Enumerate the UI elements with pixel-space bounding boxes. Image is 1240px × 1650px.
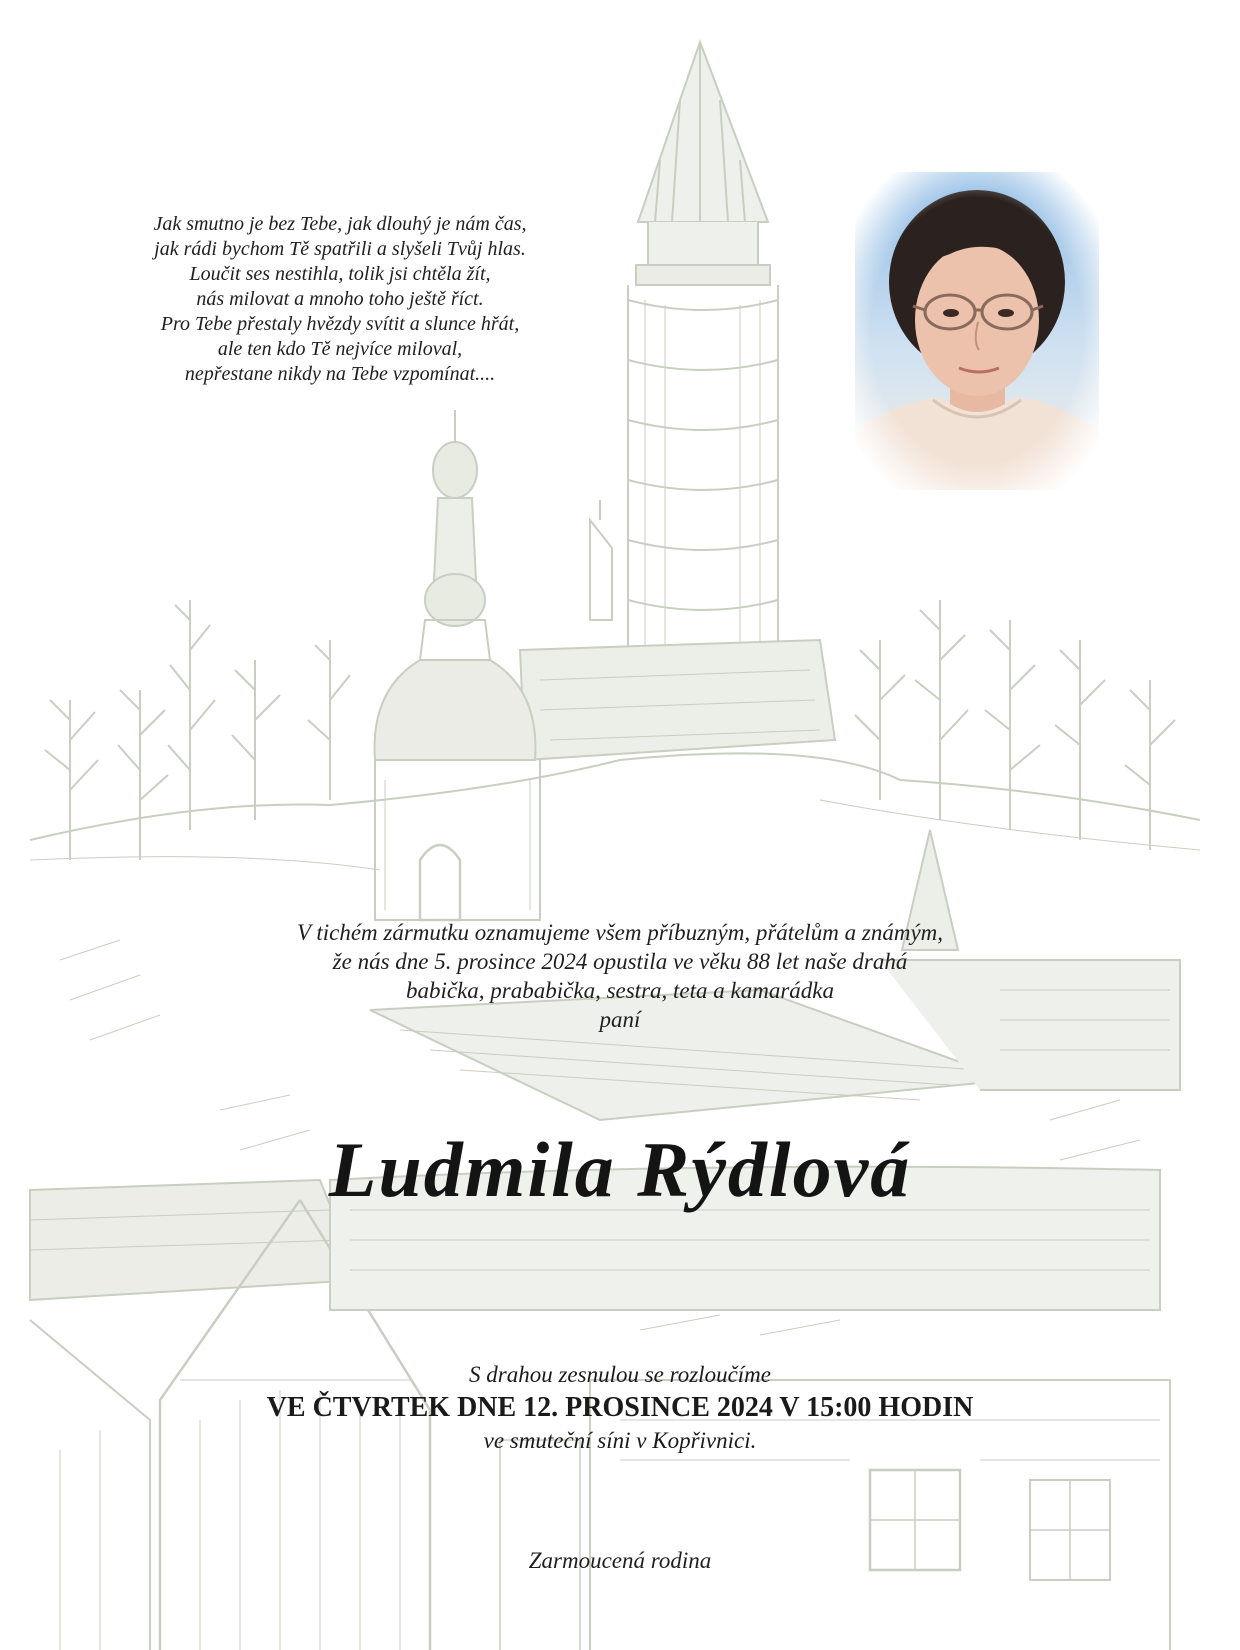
poem-line: nás milovat a mnoho toho ještě říct. [196,288,484,310]
farewell-intro: S drahou zesnulou se rozloučíme [469,1362,771,1387]
announcement-line: V tichém zármutku oznamujeme všem příbuzným, přátelům a známým, [296,920,944,945]
death-announcement [140,918,1100,1034]
announcement-line: že nás dne 5. prosince 2024 opustila ve věku 88 let naše drahá [332,949,908,974]
poem-line: Jak smutno je bez Tebe, jak dlouhý je nám čas, [153,213,527,235]
announcement-line: babička, prababička, sestra, teta a kamarádka [406,978,834,1003]
funeral-details [120,1360,1120,1456]
poem-line: nepřestane nikdy na Tebe vzpomínat.... [184,363,496,385]
announcement-line: paní [599,1007,641,1032]
deceased-name: Ludmila Rýdlová [328,1126,912,1213]
funeral-date: VE ČTVRTEK DNE 12. PROSINCE 2024 V 15:00 HODIN [266,1392,974,1423]
funeral-place: ve smuteční síni v Kopřivnici. [483,1428,757,1453]
memorial-poem [70,212,610,387]
poem-line: ale ten kdo Tě nejvíce miloval, [217,338,463,360]
portrait-photo [855,172,1099,490]
poem-line: Loučit ses nestihla, tolik jsi chtěla žít, [189,263,491,285]
poem-line: Pro Tebe přestaly hvězdy svítit a slunce hřát, [160,313,520,335]
portrait-illustration [855,172,1099,490]
poem-line: jak rádi bychom Tě spatřili a slyšeli Tvůj hlas. [154,238,526,260]
family-signature: Zarmoucená rodina [528,1548,712,1573]
